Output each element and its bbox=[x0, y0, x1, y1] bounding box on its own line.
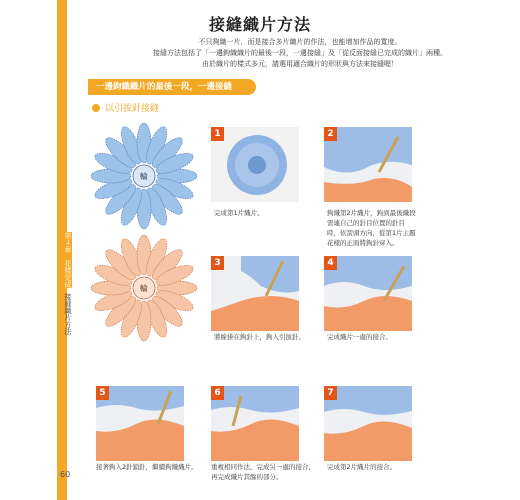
step-photo-4 bbox=[324, 256, 412, 331]
step-number: 2 bbox=[324, 127, 337, 141]
side-title: 接縫織片方法 bbox=[64, 293, 72, 335]
side-margin bbox=[0, 0, 57, 500]
bullet-icon bbox=[92, 104, 100, 112]
step-number: 4 bbox=[324, 256, 337, 270]
method-text: 以引拔針接縫 bbox=[105, 104, 160, 114]
step-caption: 完成第1片織片。 bbox=[214, 209, 264, 217]
crochet-diagram-top bbox=[88, 120, 200, 232]
step-caption: 重複相同作法，完成另一處的接合，再完成織片其餘的部分。 bbox=[211, 463, 315, 481]
crochet-diagram-bottom bbox=[88, 232, 200, 344]
step-number: 6 bbox=[211, 386, 224, 400]
join-photo bbox=[211, 386, 299, 461]
step-caption: 完成第2片織片的接合。 bbox=[327, 463, 397, 471]
step-photo-7 bbox=[324, 386, 412, 461]
intro-line: 接縫方法包括了「一邊鉤織織片的最後一段，一邊接縫」及「從反面接縫已完成的織片」兩種。 bbox=[153, 49, 447, 57]
ring-label: 輪 bbox=[140, 284, 148, 293]
intro-line: 不只夠織一片，而是接合多片織片的作法，也能增加作品的寬度。 bbox=[198, 38, 402, 46]
step-photo-2 bbox=[324, 127, 412, 202]
step-caption: 接著鉤入2針鎖針，繼續鉤織織片。 bbox=[96, 463, 198, 471]
intro-line: 由於織片的樣式多元，請選用適合織片的形狀與方法來接縫喔！ bbox=[202, 60, 398, 68]
step-number: 5 bbox=[96, 386, 109, 400]
step-photo-5 bbox=[96, 386, 184, 461]
intro-text bbox=[110, 37, 490, 70]
page-number: 60 bbox=[60, 470, 71, 479]
join-photo bbox=[96, 386, 184, 461]
step-caption: 將線掛在鉤針上，鉤入引拔針。 bbox=[214, 333, 305, 341]
method-label bbox=[92, 101, 159, 114]
step-photo-6 bbox=[211, 386, 299, 461]
join-photo bbox=[324, 127, 412, 202]
section-heading: 一邊鉤織織片的最後一段，一邊接縫 bbox=[88, 79, 256, 95]
page-title: 接縫織片方法 bbox=[208, 15, 311, 34]
chapter-label: 第４章 花樣完成 bbox=[60, 232, 72, 288]
step-number: 1 bbox=[211, 127, 224, 141]
join-photo bbox=[211, 256, 299, 331]
join-photo bbox=[324, 386, 412, 461]
step-photo-1 bbox=[211, 127, 299, 202]
step-number: 7 bbox=[324, 386, 337, 400]
ring-label: 輪 bbox=[140, 172, 148, 181]
motif-blue-photo bbox=[211, 127, 299, 202]
join-photo bbox=[324, 256, 412, 331]
step-photo-3 bbox=[211, 256, 299, 331]
step-caption: 鉤織第2片織片，鉤到最後織段需連自己的針目位置的針目時，依箭頭方向，從第1片主題花樣的正面將鉤針穿入。 bbox=[327, 209, 416, 247]
step-number: 3 bbox=[211, 256, 224, 270]
step-caption: 完成織片一處的接合。 bbox=[327, 333, 392, 341]
